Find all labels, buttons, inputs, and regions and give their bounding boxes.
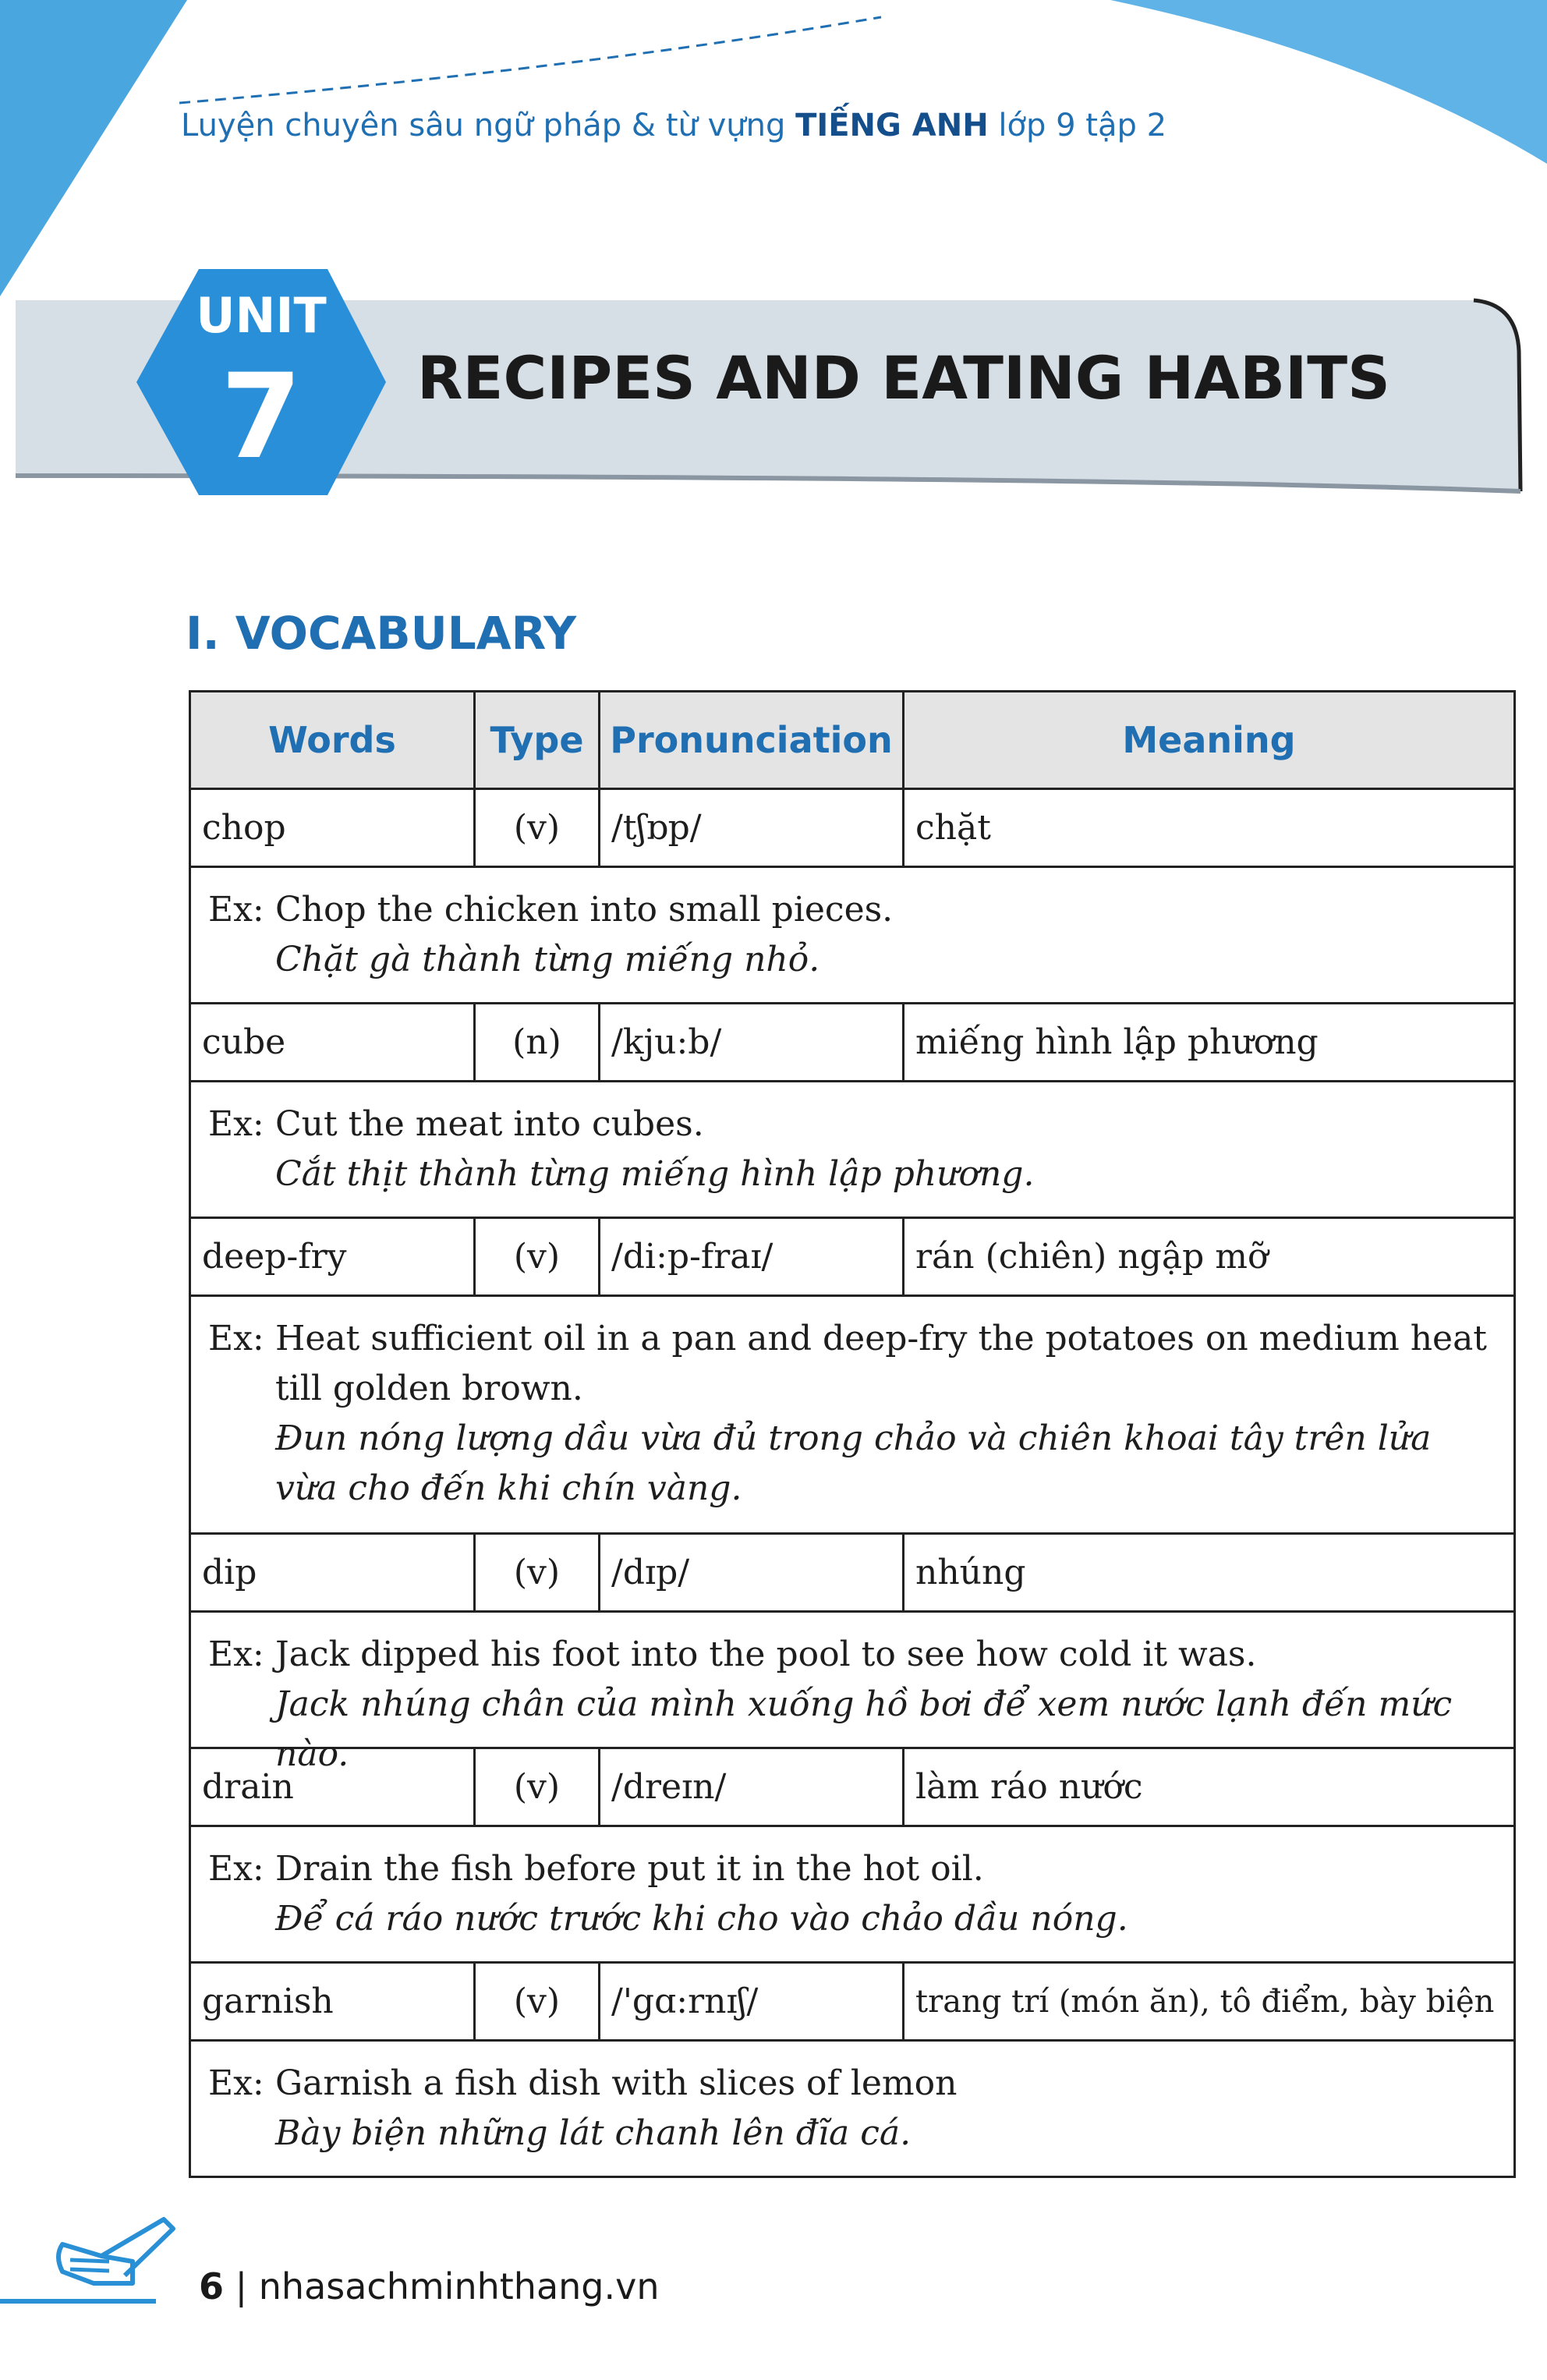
example-prefix: Ex: <box>208 1849 264 1889</box>
corner-decoration-right <box>1110 0 1547 172</box>
example-vietnamese: Cắt thịt thành từng miếng hình lập phương. <box>275 1154 1035 1194</box>
type-cell: (v) <box>476 1219 600 1294</box>
word-cell: chop <box>191 790 476 866</box>
series-title-bold: TIẾNG ANH <box>795 108 989 143</box>
type-cell: (v) <box>476 790 600 866</box>
table-row <box>191 1219 1513 1297</box>
pronunciation-cell: /'gɑ:rnɪʃ/ <box>600 1964 904 2039</box>
example-english: Chop the chicken into small pieces. <box>275 890 894 930</box>
table-header-row <box>191 692 1513 790</box>
example-prefix: Ex: <box>208 1104 264 1144</box>
series-title-prefix: Luyện chuyên sâu ngữ pháp & từ vựng <box>181 108 786 143</box>
example-vietnamese: Bày biện những lát chanh lên đĩa cá. <box>275 2113 912 2153</box>
word-cell: cube <box>191 1004 476 1080</box>
table-row <box>191 790 1513 868</box>
type-cell: (n) <box>476 1004 600 1080</box>
table-row <box>191 1749 1513 1827</box>
pronunciation-cell: /tʃɒp/ <box>600 790 904 866</box>
header-meaning: Meaning <box>1122 719 1296 761</box>
meaning-cell: rán (chiên) ngập mỡ <box>915 1237 1269 1277</box>
type-cell: (v) <box>476 1964 600 2039</box>
pronunciation-cell: /di:p-fraɪ/ <box>600 1219 904 1294</box>
page-number: 6 <box>199 2265 225 2307</box>
meaning-cell: chặt <box>915 808 991 848</box>
series-title-suffix: lớp 9 tập 2 <box>998 108 1167 143</box>
table-row <box>191 1964 1513 2042</box>
meaning-cell: nhúng <box>915 1553 1026 1592</box>
example-english: Drain the fish before put it in the hot oil. <box>275 1849 984 1889</box>
type-cell: (v) <box>476 1535 600 1610</box>
header-words: Words <box>191 692 476 788</box>
header-pronunciation: Pronunciation <box>600 692 904 788</box>
table-row <box>191 1004 1513 1082</box>
word-cell: garnish <box>191 1964 476 2039</box>
meaning-cell: trang trí (món ăn), tô điểm, bày biện <box>915 1983 1495 2020</box>
series-title <box>181 108 1166 143</box>
unit-title: RECIPES AND EATING HABITS <box>417 343 1390 413</box>
example-row <box>191 1827 1513 1964</box>
type-cell: (v) <box>476 1749 600 1825</box>
vocabulary-table <box>189 690 1516 2178</box>
section-heading: I. VOCABULARY <box>186 607 577 660</box>
unit-number: 7 <box>220 349 303 485</box>
example-row <box>191 2042 1513 2178</box>
example-row <box>191 1613 1513 1774</box>
meaning-cell: làm ráo nước <box>915 1767 1143 1807</box>
example-vietnamese: Jack nhúng chân của mình xuống hồ bơi để xem nước lạnh đến mức nào. <box>275 1684 1453 1774</box>
writing-hand-icon <box>47 2213 179 2307</box>
example-vietnamese: Để cá ráo nước trước khi cho vào chảo dầu nóng. <box>275 1899 1128 1939</box>
example-vietnamese: Đun nóng lượng dầu vừa đủ trong chảo và chiên khoai tây trên lửa vừa cho đến khi chín vàng. <box>275 1418 1432 1508</box>
example-english: Heat sufficient oil in a pan and deep-fry the potatoes on medium heat till golden brown. <box>275 1319 1487 1408</box>
word-cell: dip <box>191 1535 476 1610</box>
header-dashed-line <box>179 0 959 109</box>
example-row <box>191 1297 1513 1535</box>
footer <box>199 2265 660 2307</box>
table-row <box>191 1535 1513 1613</box>
unit-label: UNIT <box>196 287 327 344</box>
meaning-cell: miếng hình lập phương <box>915 1022 1319 1062</box>
footer-separator: | <box>235 2265 248 2307</box>
word-cell: drain <box>191 1749 476 1825</box>
example-english: Garnish a fish dish with slices of lemon <box>275 2063 958 2103</box>
example-row <box>191 1082 1513 1219</box>
word-cell: deep-fry <box>191 1219 476 1294</box>
example-prefix: Ex: <box>208 1319 264 1358</box>
pronunciation-cell: /dreɪn/ <box>600 1749 904 1825</box>
example-row <box>191 868 1513 1004</box>
example-english: Cut the meat into cubes. <box>275 1104 704 1144</box>
example-english: Jack dipped his foot into the pool to see how cold it was. <box>275 1634 1257 1674</box>
corner-decoration-left <box>0 0 187 296</box>
pronunciation-cell: /dɪp/ <box>600 1535 904 1610</box>
pronunciation-cell: /kju:b/ <box>600 1004 904 1080</box>
header-type: Type <box>476 692 600 788</box>
example-vietnamese: Chặt gà thành từng miếng nhỏ. <box>275 940 820 979</box>
example-prefix: Ex: <box>208 1634 264 1674</box>
example-prefix: Ex: <box>208 2063 264 2103</box>
example-prefix: Ex: <box>208 890 264 930</box>
footer-rule <box>0 2299 156 2304</box>
website-link[interactable]: nhasachminhthang.vn <box>258 2265 660 2307</box>
